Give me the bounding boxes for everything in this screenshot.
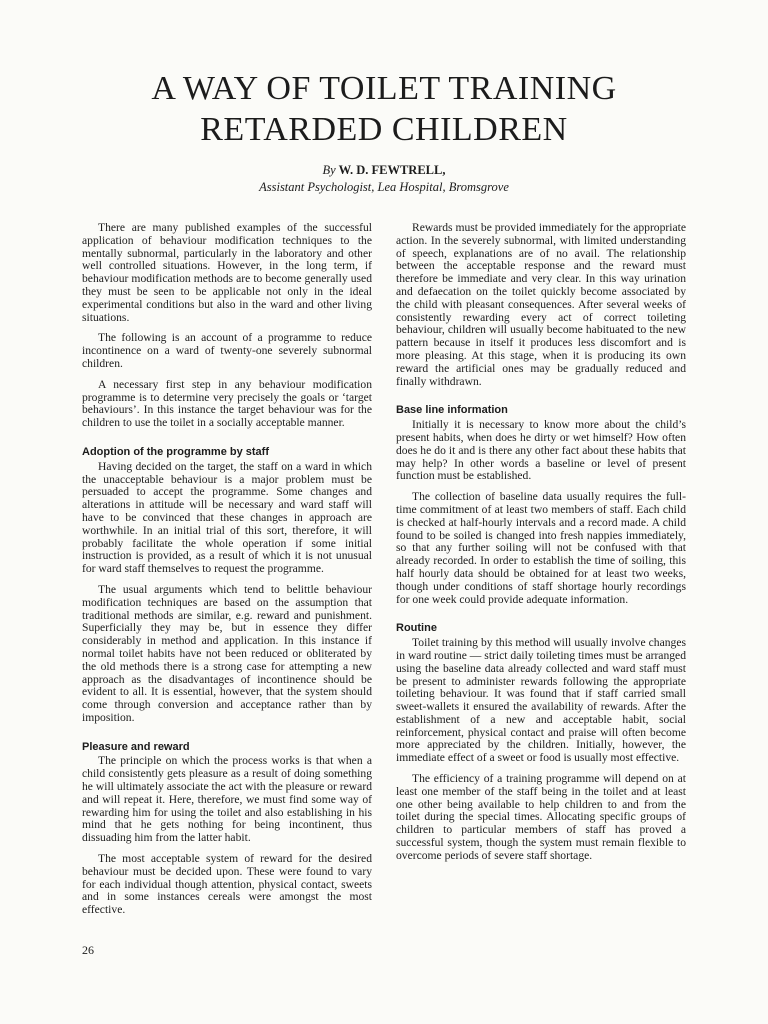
section-heading-pleasure: Pleasure and reward (82, 740, 190, 753)
byline-prefix: By (322, 163, 336, 177)
paragraph: The usual arguments which tend to belittle behaviour modification techniques are based on the assumption that traditional methods are similar, e.g. reward and punishment. Superficially they may be, but in essence they differ considerably in method and application. In this instance if normal toilet habits have not been reduced or obliterated by the old methods there is a strong case for attempting a new approach as the disadvantages of incontinence should be evident to all. It is essential, however, that the system should come through conversion and acceptance rather than by imposition. (82, 582, 372, 724)
paragraph: Initially it is necessary to know more about the child’s present habits, when does he dirty or wet himself? How often does he do it and is there any other fact about these habits that may help? In other words a baseline or level of present function must be established. (396, 418, 686, 483)
title-line-1: A WAY OF TOILET TRAINING (151, 70, 617, 107)
article-title (0, 68, 768, 150)
byline (0, 163, 768, 178)
paragraph: The principle on which the process works is that when a child consistently gets pleasure as a result of doing something he will ultimately associate the act with the pleasure or reward and will repeat it. Here, therefore, we must find some way of rewarding him for using the toilet and also establishing in his mind that he gets nothing for being incontinent, thus dissuading him from the latter habit. (82, 754, 372, 845)
section-heading-routine: Routine (396, 622, 437, 635)
paragraph: There are many published examples of the successful application of behaviour modification techniques to the mentally subnormal, particularly in the laboratory and other well controlled situations. However, in the long term, if behaviour modification methods are to become generally used they must be seen to be applicable not only in the ideal experimental conditions but also in the ward and other living situations. (82, 221, 372, 324)
title-line-2: RETARDED CHILDREN (200, 111, 568, 148)
page-number: 26 (82, 943, 94, 957)
section-heading-baseline: Base line information (396, 404, 508, 417)
paragraph: A necessary first step in any behaviour modification programme is to determine very precisely the goals or ‘target behaviours’. In this instance the target behaviour was for the children to use the toilet in a socially acceptable manner. (82, 377, 372, 430)
paragraph: The collection of baseline data usually requires the full-time commitment of at least two members of staff. Each child is checked at half-hourly intervals and a record made. A child found to be soiled is changed into fresh nappies immediately, so that any further soiling will not be confused with that already recorded. In order to establish the time of soiling, this half hourly data should be obtained for at least two weeks, though under conditions of staff shortage hourly recordings for one week could provide adequate information. (396, 490, 686, 606)
paragraph: Rewards must be provided immediately for the appropriate action. In the severely subnormal, with limited understanding of speech, explanations are of no avail. The relationship between the acceptable response and the reward must therefore be immediate and very clear. In this way urination and defaecation on the toilet quickly become associated by the child with pleasant consequences. After several weeks of consistently rewarding every act of correct toileting behaviour, children will usually become habituated to the new pattern because in itself it produces less discomfort and is more pleasing. At this stage, when it is producing its own reward the artificial ones may be gradually reduced and finally withdrawn. (396, 221, 686, 388)
author-affiliation: Assistant Psychologist, Lea Hospital, Bromsgrove (259, 180, 509, 194)
section-heading-adoption: Adoption of the programme by staff (82, 445, 269, 458)
paragraph: The most acceptable system of reward for the desired behaviour must be decided upon. These were found to vary for each individual though attention, physical contact, sweets and in some instances cereals were amongst the most effective. (82, 852, 372, 917)
paragraph: The following is an account of a programme to reduce incontinence on a ward of twenty-one severely subnormal children. (82, 331, 372, 370)
paragraph: Having decided on the target, the staff on a ward in which the unacceptable behaviour is a major problem must be persuaded to accept the programme. Some changes and alterations in attitude will be necessary and ward staff will have to be convinced that these changes in approach are worthwhile. In an initial trial of this sort, therefore, it will probably facilitate the whole operation if some initial instruction is provided, as a result of which it is not unusual for ward staff themselves to request the programme. (82, 459, 372, 576)
author-name: W. D. FEWTRELL, (338, 163, 446, 177)
paragraph: Toilet training by this method will usually involve changes in ward routine — strict daily toileting times must be arranged using the baseline data already collected and ward staff must be present to administer rewards following the appropriate toileting behaviour. It was found that if staff carried small sweet-wallets it ensured the availability of rewards. After the establishment of a new and acceptable habit, social reinforcement, physical contact and praise will often become more appreciated by the children. Initially, however, the immediate effect of a sweet or food is usually most effective. (396, 636, 686, 765)
left-column (82, 222, 372, 925)
paragraph: The efficiency of a training programme will depend on at least one member of the staff being in the toilet and at least one other being available to help children to and from the toilet during the special times. Allocating specific groups of children to particular members of staff has proved a successful system, though the system must remain flexible to overcome periods of severe staff shortage. (396, 772, 686, 862)
right-column (396, 222, 686, 871)
